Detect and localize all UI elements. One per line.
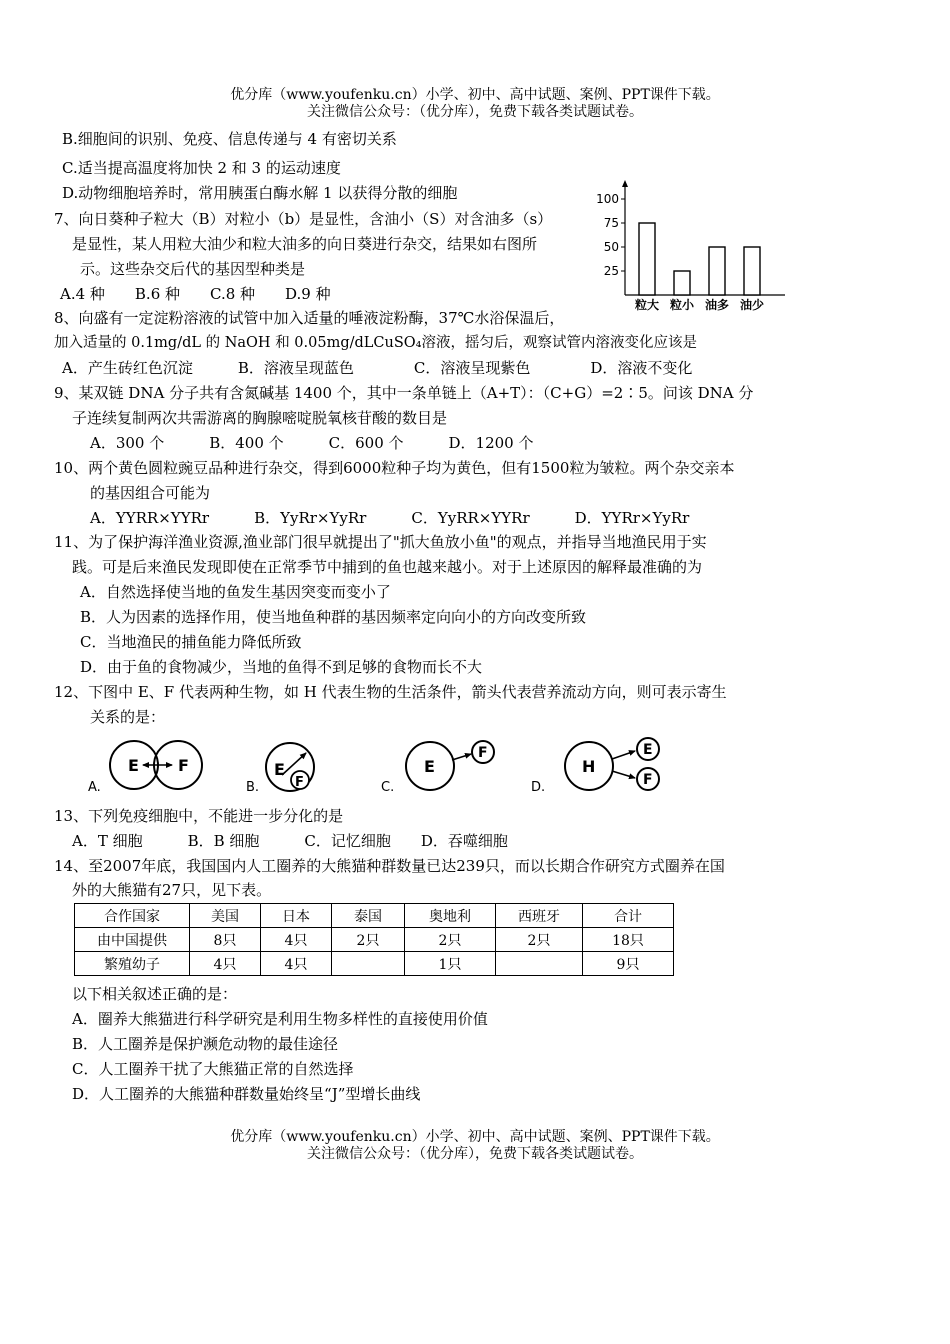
table-header-cell: 泰国 — [332, 904, 405, 928]
q11-line-1: 11、为了保护海洋渔业资源,渔业部门很早就提出了"抓大鱼放小鱼"的观点，并指导当地渔民用于实 — [54, 533, 707, 551]
footer-line-2: 关注微信公众号：（优分库），免费下载各类试题试卷。 — [307, 1146, 643, 1162]
table-header-cell: 日本 — [261, 904, 332, 928]
q6-option-c: C.适当提高温度将加快 2 和 3 的运动速度 — [62, 159, 341, 177]
table-header-cell: 合计 — [583, 904, 674, 928]
q9-line-1: 9、某双链 DNA 分子共有含氮碱基 1400 个，其中一条单链上（A+T）：（C+G）=2∶5。问该 DNA 分 — [54, 384, 754, 402]
table-cell: 4只 — [261, 928, 332, 952]
diagram-a — [88, 741, 202, 795]
x-category-label: 粒大 — [634, 298, 660, 312]
q14-option-b: B．人工圈养是保护濒危动物的最佳途径 — [72, 1035, 339, 1053]
q13-line-1: 13、下列免疫细胞中，不能进一步分化的是 — [54, 807, 344, 825]
table-cell — [496, 952, 583, 976]
diagram-a-e: E — [128, 756, 139, 775]
q7-line-1: 7、向日葵种子粒大（B）对粒小（b）是显性，含油小（S）对含油多（s） — [54, 210, 553, 228]
table-header-cell: 合作国家 — [75, 904, 190, 928]
footer-line-1: 优分库（www.youfenku.cn）小学、初中、高中试题、案例、PPT课件下载。 — [230, 1129, 720, 1145]
q14-option-a: A．圈养大熊猫进行科学研究是利用生物多样性的直接使用价值 — [72, 1010, 488, 1028]
table-header-cell: 西班牙 — [496, 904, 583, 928]
q10-options: A．YYRR×YYRr B．YyRr×YyRr C．YyRR×YYRr D．YYRr×YyRr — [90, 509, 690, 527]
diagram-b-label: B. — [246, 780, 260, 795]
table-cell: 2只 — [405, 928, 496, 952]
q7-line-3: 示。这些杂交后代的基因型种类是 — [80, 260, 306, 278]
q7-line-2: 是显性，某人用粒大油少和粒大油多的向日葵进行杂交，结果如右图所 — [72, 235, 538, 253]
bar-粒大 — [639, 223, 655, 295]
diagram-d-f: F — [643, 772, 653, 788]
q14-option-d: D．人工圈养的大熊猫种群数量始终呈“J”型增长曲线 — [72, 1085, 421, 1103]
q12-diagrams — [0, 735, 950, 800]
diagram-c-arrow — [452, 754, 471, 760]
diagram-c — [381, 741, 494, 795]
y-tick-label: 25 — [603, 264, 619, 278]
x-category-label: 油少 — [739, 298, 765, 312]
diagram-d-arrow-e — [612, 751, 635, 759]
diagram-b-f: F — [295, 775, 304, 790]
table-header-cell: 奥地利 — [405, 904, 496, 928]
q9-line-2: 子连续复制两次共需游离的胸腺嘧啶脱氧核苷酸的数目是 — [72, 409, 448, 427]
table-header-cell: 美国 — [190, 904, 261, 928]
table-cell: 8只 — [190, 928, 261, 952]
table-cell: 4只 — [261, 952, 332, 976]
q12-line-2: 关系的是： — [90, 708, 166, 726]
bar-油多 — [709, 247, 725, 295]
y-tick-label: 75 — [603, 216, 619, 230]
diagram-b — [246, 743, 314, 795]
table-cell: 繁殖幼子 — [75, 952, 190, 976]
diagram-d — [531, 738, 659, 795]
bar-油少 — [744, 247, 760, 295]
diagram-a-label: A. — [88, 780, 101, 795]
table-row — [75, 928, 674, 952]
diagram-c-e: E — [424, 757, 435, 776]
q11-option-b: B．人为因素的选择作用，使当地鱼种群的基因频率定向向小的方向改变所致 — [80, 608, 587, 626]
q14-lead: 以下相关叙述正确的是： — [72, 985, 238, 1003]
q14-line-2: 外的大熊猫有27只，见下表。 — [72, 881, 272, 899]
q11-option-d: D．由于鱼的食物减少，当地的鱼得不到足够的食物而长不大 — [80, 658, 483, 676]
q11-option-c: C．当地渔民的捕鱼能力降低所致 — [80, 633, 302, 651]
diagram-c-f: F — [478, 745, 488, 761]
q11-line-2: 践。可是后来渔民发现即使在正常季节中捕到的鱼也越来越小。对于上述原因的解释最准确的为 — [72, 558, 703, 576]
table-cell: 由中国提供 — [75, 928, 190, 952]
q12-line-1: 12、下图中 E、F 代表两种生物，如 H 代表生物的生活条件，箭头代表营养流动方向，则可表示寄生 — [54, 683, 727, 701]
chart-y-axis-arrow — [622, 180, 628, 187]
header-line-2: 关注微信公众号：（优分库），免费下载各类试题试卷。 — [307, 104, 643, 120]
q6-option-d: D.动物细胞培养时，常用胰蛋白酶水解 1 以获得分散的细胞 — [62, 184, 458, 202]
q8-line-2: 加入适量的 0.1mg/dL 的 NaOH 和 0.05mg/dLCuSO₄溶液，摇匀后，观察试管内溶液变化应该是 — [54, 335, 697, 351]
q10-line-1: 10、两个黄色圆粒豌豆品种进行杂交，得到6000粒种子均为黄色，但有1500粒为皱粒。两个杂交亲本 — [54, 459, 735, 477]
diagram-a-f: F — [178, 756, 189, 775]
q9-options: A．300 个 B．400 个 C．600 个 D．1200 个 — [90, 434, 534, 452]
q7-bar-chart — [595, 178, 795, 312]
bar-粒小 — [674, 271, 690, 295]
table-cell: 18只 — [583, 928, 674, 952]
table-cell: 1只 — [405, 952, 496, 976]
table-header-row — [75, 904, 674, 928]
q13-options: A．T 细胞 B．B 细胞 C．记忆细胞 D．吞噬细胞 — [72, 832, 508, 850]
diagram-d-arrow-f — [612, 771, 635, 778]
x-category-label: 粒小 — [669, 298, 695, 312]
table-cell: 2只 — [332, 928, 405, 952]
q8-line-1: 8、向盛有一定淀粉溶液的试管中加入适量的唾液淀粉酶，37℃水浴保温后， — [54, 309, 565, 327]
diagram-d-e: E — [643, 742, 653, 758]
diagram-c-label: C. — [381, 780, 395, 795]
table-cell: 4只 — [190, 952, 261, 976]
table-row — [75, 952, 674, 976]
q6-option-b: B.细胞间的识别、免疫、信息传递与 4 有密切关系 — [62, 130, 397, 148]
q7-options: A.4 种 B.6 种 C.8 种 D.9 种 — [60, 285, 331, 303]
q11-option-a: A．自然选择使当地的鱼发生基因突变而变小了 — [80, 583, 391, 601]
diagram-d-label: D. — [531, 780, 546, 795]
header-line-1: 优分库（www.youfenku.cn）小学、初中、高中试题、案例、PPT课件下载。 — [230, 87, 720, 103]
q14-line-1: 14、至2007年底，我国国内人工圈养的大熊猫种群数量已达239只，而以长期合作研究方式圈养在国 — [54, 857, 725, 875]
diagram-d-h: H — [582, 757, 596, 776]
table-cell: 2只 — [496, 928, 583, 952]
diagram-b-e: E — [274, 760, 285, 779]
y-tick-label: 50 — [603, 240, 619, 254]
q10-line-2: 的基因组合可能为 — [90, 484, 211, 502]
x-category-label: 油多 — [704, 298, 730, 312]
q14-option-c: C．人工圈养干扰了大熊猫正常的自然选择 — [72, 1060, 354, 1078]
y-tick-label: 100 — [596, 192, 619, 206]
table-cell — [332, 952, 405, 976]
cooperation-table — [74, 903, 674, 976]
table-cell: 9只 — [583, 952, 674, 976]
q8-options: A．产生砖红色沉淀 B．溶液呈现蓝色 C．溶液呈现紫色 D．溶液不变化 — [62, 359, 693, 377]
